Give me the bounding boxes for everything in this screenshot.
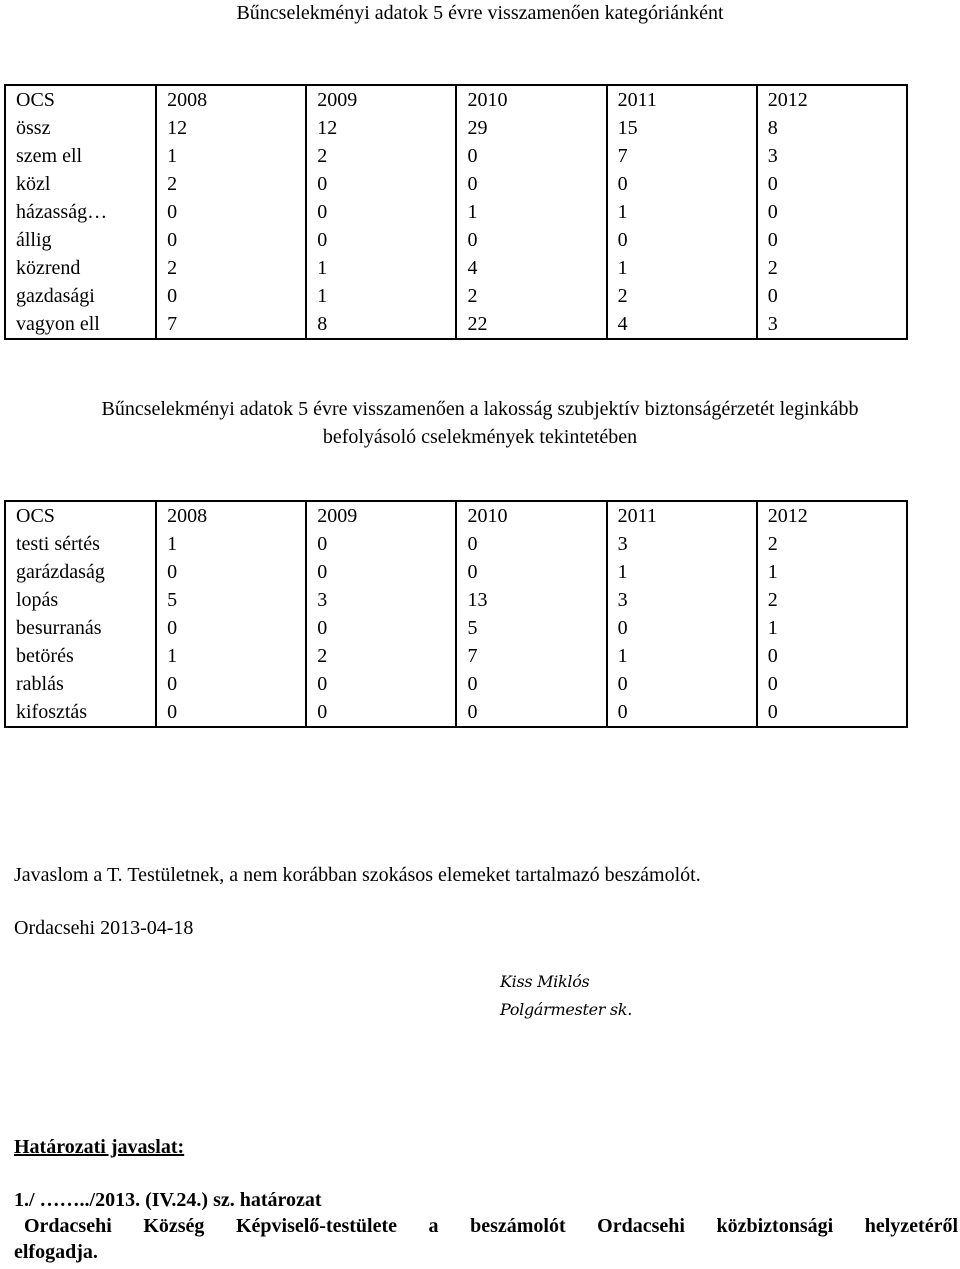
table1-cell: 0 <box>456 142 606 170</box>
table2-cell: 3 <box>607 530 757 558</box>
table1-row-label: házasság… <box>16 201 108 223</box>
table2-row-label: kifosztás <box>16 701 88 723</box>
table1-cell: 1 <box>607 254 757 282</box>
second-title-line-2: befolyásoló cselekmények tekintetében <box>322 426 638 448</box>
table2-header-cell: 2010 <box>456 501 606 530</box>
table2-cell: 2 <box>306 642 456 670</box>
table2-cell: 1 <box>607 642 757 670</box>
signature-name: Kiss Miklós <box>500 972 590 991</box>
table2-header-cell: 2009 <box>306 501 456 530</box>
table1-cell: 0 <box>757 282 907 310</box>
table2-cell: 0 <box>456 558 606 586</box>
table1-cell: 0 <box>607 170 757 198</box>
table2-cell: 0 <box>306 614 456 642</box>
table1-row-label: közrend <box>16 257 81 279</box>
table2-cell: 1 <box>156 530 306 558</box>
table2-cell: 2 <box>757 530 907 558</box>
table2-header-row <box>5 501 907 530</box>
table1-cell: 3 <box>757 142 907 170</box>
table1-cell: 2 <box>607 282 757 310</box>
table2-cell: 0 <box>156 558 306 586</box>
table2-cell: 0 <box>607 670 757 698</box>
table2-row <box>5 558 907 586</box>
table1-cell: 7 <box>156 310 306 339</box>
table1-cell: 0 <box>156 226 306 254</box>
table2-cell: 0 <box>306 698 456 727</box>
table2-cell: 0 <box>156 698 306 727</box>
signature-role: Polgármester sk. <box>500 1000 632 1019</box>
second-title-line-1: Bűncselekményi adatok 5 évre visszamenően a lakosság szubjektív biztonságérzetét leginkább <box>101 398 859 420</box>
table2-header-cell: 2008 <box>156 501 306 530</box>
table2-row-label: besurranás <box>16 617 102 639</box>
table1-row <box>5 310 907 339</box>
table1-cell: 1 <box>306 282 456 310</box>
table1-row <box>5 114 907 142</box>
table1-cell: 0 <box>607 226 757 254</box>
table1-row <box>5 170 907 198</box>
table2-cell: 0 <box>456 530 606 558</box>
table1-row <box>5 142 907 170</box>
table2-cell: 5 <box>456 614 606 642</box>
table1-header-cell: 2009 <box>306 85 456 114</box>
place-date: Ordacsehi 2013-04-18 <box>14 917 194 939</box>
resolution-heading: Határozati javaslat: <box>14 1136 185 1158</box>
table1-cell: 0 <box>757 170 907 198</box>
table1-cell: 12 <box>156 114 306 142</box>
table2-row-label: rablás <box>16 673 64 695</box>
table1-cell: 1 <box>456 198 606 226</box>
table2-cell: 0 <box>607 698 757 727</box>
table1-cell: 1 <box>607 198 757 226</box>
table1-cell: 15 <box>607 114 757 142</box>
table1-row <box>5 254 907 282</box>
table1-row-label: vagyon ell <box>16 313 100 335</box>
resolution-text-line-2: elfogadja. <box>14 1241 98 1263</box>
table2-cell: 5 <box>156 586 306 614</box>
crime-table-security <box>4 500 908 728</box>
table1-header-cell: 2008 <box>156 85 306 114</box>
table1-cell: 2 <box>757 254 907 282</box>
table2-header-cell: 2011 <box>607 501 757 530</box>
table2-cell: 0 <box>607 614 757 642</box>
table1-cell: 2 <box>156 170 306 198</box>
table1-cell: 3 <box>757 310 907 339</box>
table2-cell: 2 <box>757 586 907 614</box>
table2-header-cell: OCS <box>16 505 55 527</box>
table1-header-cell: 2011 <box>607 85 757 114</box>
table1-cell: 1 <box>156 142 306 170</box>
document-title: Bűncselekményi adatok 5 évre visszamenően kategóriánként <box>236 2 724 24</box>
table1-row-label: szem ell <box>16 145 83 167</box>
table1-cell: 0 <box>757 198 907 226</box>
table1-header-row <box>5 85 907 114</box>
table2-cell: 0 <box>306 558 456 586</box>
table1-row <box>5 198 907 226</box>
table2-cell: 3 <box>306 586 456 614</box>
table2-cell: 1 <box>156 642 306 670</box>
table1-cell: 0 <box>306 198 456 226</box>
table2-cell: 1 <box>607 558 757 586</box>
table2-row <box>5 530 907 558</box>
table2-cell: 0 <box>306 670 456 698</box>
second-table-title <box>0 395 960 451</box>
table1-cell: 0 <box>757 226 907 254</box>
table2-row-label: lopás <box>16 589 59 611</box>
table2-cell: 7 <box>456 642 606 670</box>
resolution-number: 1./ ……../2013. (IV.24.) sz. határozat <box>14 1189 322 1211</box>
table1-header-cell: 2012 <box>757 85 907 114</box>
table1-cell: 0 <box>306 226 456 254</box>
table2-row <box>5 698 907 727</box>
table2-row-label: garázdaság <box>16 561 105 583</box>
table2-row <box>5 586 907 614</box>
table1-cell: 2 <box>456 282 606 310</box>
table1-row-label: állig <box>16 229 52 251</box>
table2-cell: 0 <box>757 698 907 727</box>
table1-cell: 0 <box>456 226 606 254</box>
table2-row-label: betörés <box>16 645 74 667</box>
table1-cell: 8 <box>757 114 907 142</box>
table1-cell: 2 <box>156 254 306 282</box>
table2-header-cell: 2012 <box>757 501 907 530</box>
crime-table-categories <box>4 84 908 340</box>
table1-cell: 22 <box>456 310 606 339</box>
table2-cell: 0 <box>156 614 306 642</box>
table2-row-label: testi sértés <box>16 533 100 555</box>
table1-cell: 8 <box>306 310 456 339</box>
table1-row-label: össz <box>16 117 51 139</box>
table2-cell: 1 <box>757 558 907 586</box>
table2-cell: 0 <box>456 698 606 727</box>
table2-cell: 0 <box>757 670 907 698</box>
table2-cell: 1 <box>757 614 907 642</box>
table2-cell: 0 <box>156 670 306 698</box>
table2-cell: 13 <box>456 586 606 614</box>
table1-cell: 7 <box>607 142 757 170</box>
table1-cell: 1 <box>306 254 456 282</box>
table2-cell: 3 <box>607 586 757 614</box>
table1-cell: 0 <box>156 198 306 226</box>
table1-cell: 2 <box>306 142 456 170</box>
proposal-text: Javaslom a T. Testületnek, a nem korábban szokásos elemeket tartalmazó beszámolót. <box>14 864 701 886</box>
table1-cell: 0 <box>456 170 606 198</box>
table1-cell: 12 <box>306 114 456 142</box>
table1-cell: 29 <box>456 114 606 142</box>
table2-row <box>5 614 907 642</box>
table2-row <box>5 670 907 698</box>
table1-row <box>5 226 907 254</box>
table1-cell: 4 <box>456 254 606 282</box>
table1-row <box>5 282 907 310</box>
table1-cell: 4 <box>607 310 757 339</box>
table1-cell: 0 <box>306 170 456 198</box>
resolution-text-line-1: Ordacsehi Község Képviselő-testülete a beszámolót Ordacsehi közbiztonsági helyzetéről <box>24 1215 958 1237</box>
table2-cell: 0 <box>456 670 606 698</box>
table1-header-cell: OCS <box>16 89 55 111</box>
table1-header-cell: 2010 <box>456 85 606 114</box>
table1-row-label: közl <box>16 173 51 195</box>
table2-row <box>5 642 907 670</box>
table1-cell: 0 <box>156 282 306 310</box>
table2-cell: 0 <box>306 530 456 558</box>
table2-cell: 0 <box>757 642 907 670</box>
table1-row-label: gazdasági <box>16 285 95 307</box>
